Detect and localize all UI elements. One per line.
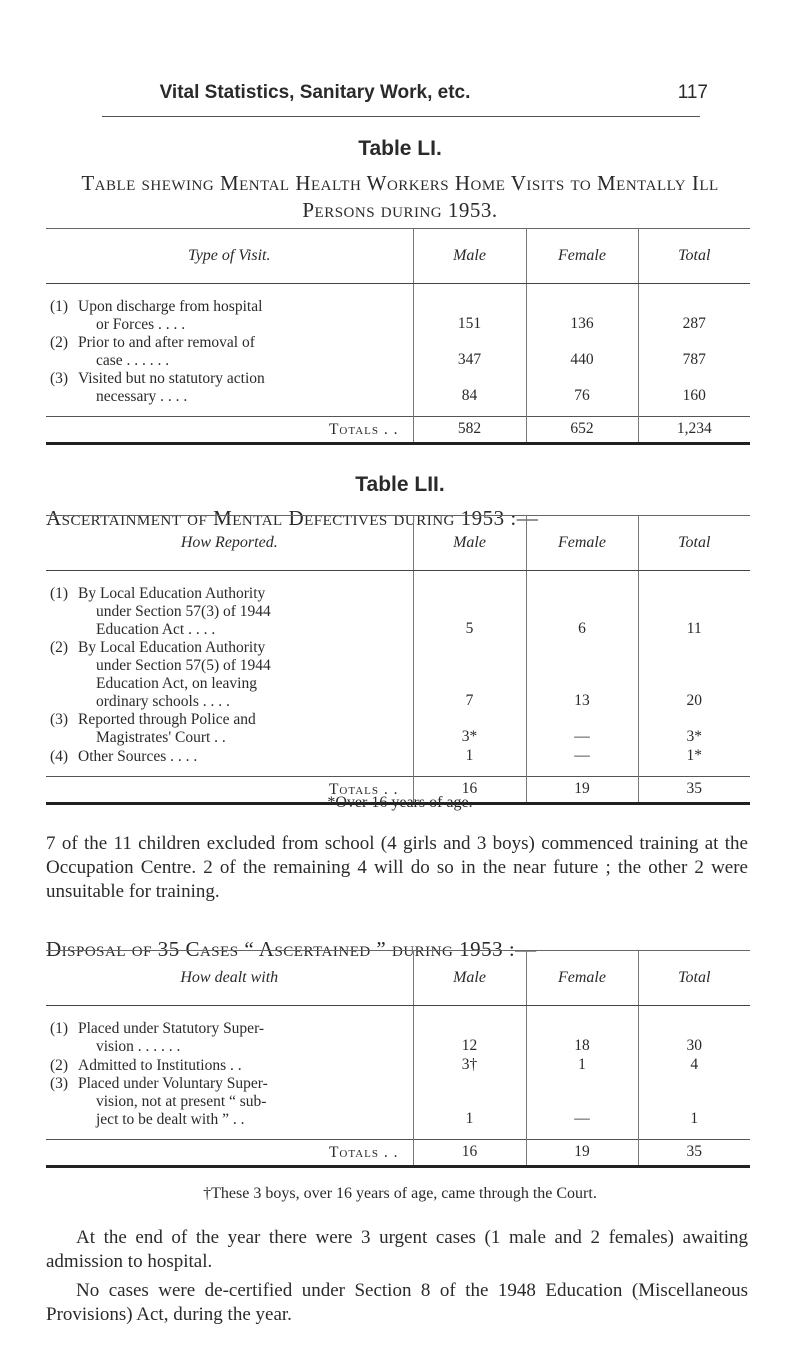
- table52-footnote: *Over 16 years of age.: [327, 794, 473, 811]
- table51-item-line: Visited but no statutory action: [78, 370, 265, 387]
- table53-item-text: [78, 1020, 413, 1056]
- table52-header-1: How Reported.: [46, 516, 413, 571]
- table51-header-row: [46, 229, 750, 284]
- table52: [46, 515, 750, 805]
- table52-row: [46, 711, 750, 747]
- table51-header-3: Female: [526, 229, 638, 284]
- table52-row: [46, 571, 750, 640]
- table52-spacer-cell: [638, 766, 750, 777]
- table51-totals-label: Totals . .: [46, 417, 413, 444]
- table53-header-4: Total: [638, 951, 750, 1006]
- table52-female-cell: —: [526, 747, 638, 766]
- table52-header-2: Male: [413, 516, 526, 571]
- table53-item-line: Placed under Statutory Super-: [78, 1020, 265, 1037]
- table53-item: [50, 1020, 413, 1056]
- table51-item: [50, 334, 413, 370]
- table53-item-number: (1): [50, 1020, 69, 1037]
- table51-spacer-cell: [46, 406, 413, 417]
- table53-row-label: [46, 1006, 413, 1057]
- table51-totals-total: 1,234: [638, 417, 750, 444]
- table53-totals-female: 19: [526, 1140, 638, 1167]
- table52-item: [50, 748, 413, 766]
- table53-spacer-cell: [638, 1129, 750, 1140]
- table52-item-text: [78, 748, 413, 766]
- table51-item-line: necessary . . . .: [96, 388, 188, 405]
- table52-row-label: [46, 747, 413, 766]
- table52-caption: Ascertainment of Mental Defectives during 1953 :—: [46, 506, 539, 530]
- table52-item-line: Magistrates' Court . .: [96, 729, 226, 746]
- table51-male-cell: 151: [413, 284, 526, 335]
- table51-item-line: Prior to and after removal of: [78, 334, 255, 351]
- running-head: [0, 82, 800, 102]
- table52-spacer-cell: [46, 766, 413, 777]
- table53-item-line: vision . . . . . .: [96, 1038, 181, 1055]
- table52-female-cell: —: [526, 711, 638, 747]
- table51-row: [46, 284, 750, 335]
- table51-item: [50, 370, 413, 406]
- table51-row-label: [46, 334, 413, 370]
- table52-spacer-row: [46, 766, 750, 777]
- table52-male-cell: 5: [413, 571, 526, 640]
- table51-item-line: or Forces . . . .: [96, 316, 186, 333]
- table53-footnote: †These 3 boys, over 16 years of age, came through the Court.: [203, 1185, 597, 1202]
- table52-item: [50, 585, 413, 639]
- table52-item-text: [78, 585, 413, 639]
- table53-spacer-cell: [46, 1129, 413, 1140]
- table52-item-text: [78, 711, 413, 747]
- table53-item-text: [78, 1057, 413, 1075]
- table53-female-cell: —: [526, 1075, 638, 1129]
- table51-item-line: case . . . . . .: [96, 352, 170, 369]
- table53-header-row: [46, 951, 750, 1006]
- table51-item: [50, 298, 413, 334]
- table51-header-2: Male: [413, 229, 526, 284]
- table52-male-cell: 1: [413, 747, 526, 766]
- table51-header-4: Total: [638, 229, 750, 284]
- table53-item-line: Placed under Voluntary Super-: [78, 1075, 268, 1092]
- table53-item-number: (3): [50, 1075, 69, 1092]
- table52-item-line: ordinary schools . . . .: [96, 693, 230, 710]
- table51-spacer-cell: [526, 406, 638, 417]
- table53-male-cell: 1: [413, 1075, 526, 1129]
- table51-female-cell: 440: [526, 334, 638, 370]
- table53-row-label: [46, 1056, 413, 1075]
- table51-row-label: [46, 370, 413, 406]
- table53-item-text: [78, 1075, 413, 1129]
- table52-header-3: Female: [526, 516, 638, 571]
- table51-spacer-cell: [413, 406, 526, 417]
- table52-male-cell: 7: [413, 639, 526, 711]
- table52-item: [50, 711, 413, 747]
- table53-item-line: vision, not at present “ sub-: [96, 1093, 267, 1110]
- table52-item-line: Education Act, on leaving: [96, 675, 257, 692]
- table53-item-line: Admitted to Institutions . .: [78, 1057, 242, 1074]
- table53-row: [46, 1006, 750, 1057]
- table51-male-cell: 84: [413, 370, 526, 406]
- table51-total-cell: 787: [682, 351, 706, 368]
- table52-item-text: [78, 639, 413, 711]
- table53-item-line: ject to be dealt with ” . .: [96, 1111, 245, 1128]
- table51-spacer-row: [46, 406, 750, 417]
- table52-item-line: under Section 57(5) of 1944: [96, 657, 271, 674]
- table53-totals-label: Totals . .: [46, 1140, 413, 1167]
- table51-total-cell: 287: [682, 315, 706, 332]
- table52-item-line: Reported through Police and: [78, 711, 256, 728]
- table53: [46, 950, 750, 1168]
- table52-header-4: Total: [638, 516, 750, 571]
- table52-totals-total: 35: [638, 777, 750, 804]
- table52-spacer-cell: [413, 766, 526, 777]
- table53-caption: Disposal of 35 Cases “ Ascertained ” during 1953 :—: [46, 937, 537, 961]
- table53-female-cell: 1: [526, 1056, 638, 1075]
- table51-item-text: [78, 334, 413, 370]
- table52-item-line: By Local Education Authority: [78, 639, 266, 656]
- table52-row-label: [46, 571, 413, 640]
- table51-item-text: [78, 370, 413, 406]
- table53-male-cell: 3†: [413, 1056, 526, 1075]
- table52-row: [46, 639, 750, 711]
- table51-row: [46, 334, 750, 370]
- table53-header-1: How dealt with: [46, 951, 413, 1006]
- table53-female-cell: 18: [526, 1006, 638, 1057]
- table53-item: [50, 1075, 413, 1129]
- table52-totals-label: Totals . .: [46, 777, 413, 804]
- table51-male-cell: 347: [413, 334, 526, 370]
- table51-totals-row: [46, 417, 750, 444]
- table52-item: [50, 639, 413, 711]
- table53-item-number: (2): [50, 1057, 69, 1074]
- table53-totals-total: 35: [638, 1140, 750, 1167]
- table52-item-line: under Section 57(3) of 1944: [96, 603, 271, 620]
- table51: [46, 228, 750, 445]
- table52-total-cell: 11: [686, 620, 702, 637]
- table52-totals-female: 19: [526, 777, 638, 804]
- table53-total-cell: 30: [686, 1037, 702, 1054]
- table53-item: [50, 1057, 413, 1075]
- table51-label: Table LI.: [358, 137, 442, 160]
- table52-header-row: [46, 516, 750, 571]
- table52-item-number: (1): [50, 585, 69, 602]
- table51-totals-female: 652: [526, 417, 638, 444]
- table52-totals-male: 16: [413, 777, 526, 804]
- table51-row: [46, 370, 750, 406]
- table52-item-line: Education Act . . . .: [96, 621, 216, 638]
- table53-row: [46, 1075, 750, 1129]
- table51-header-1: Type of Visit.: [46, 229, 413, 284]
- table52-label: Table LII.: [355, 473, 445, 496]
- table52-male-cell: 3*: [413, 711, 526, 747]
- table53-total-cell: 4: [690, 1056, 699, 1073]
- table53-row: [46, 1056, 750, 1075]
- table53-spacer-row: [46, 1129, 750, 1140]
- table52-item-number: (2): [50, 639, 69, 656]
- table53-totals-row: [46, 1140, 750, 1167]
- table52-female-cell: 13: [526, 639, 638, 711]
- table51-female-cell: 76: [526, 370, 638, 406]
- table52-spacer-cell: [526, 766, 638, 777]
- table52-total-cell: 1*: [686, 747, 702, 764]
- header-rule: [102, 116, 700, 117]
- table51-spacer-cell: [638, 406, 750, 417]
- paragraph-3: No cases were de-certified under Section 8 of the 1948 Education (Miscellaneous Provisions) Act, during the year.: [46, 1280, 748, 1325]
- table53-spacer-cell: [526, 1129, 638, 1140]
- table52-row: [46, 747, 750, 766]
- table51-item-text: [78, 298, 413, 334]
- table51-item-number: (2): [50, 334, 69, 351]
- paragraph-2: At the end of the year there were 3 urgent cases (1 male and 2 females) awaiting admission to hospital.: [46, 1227, 748, 1272]
- page-number: 117: [677, 82, 708, 103]
- table52-total-cell: 20: [686, 692, 702, 709]
- table53-total-cell: 1: [690, 1110, 699, 1127]
- table52-female-cell: 6: [526, 571, 638, 640]
- table53-header-2: Male: [413, 951, 526, 1006]
- table51-female-cell: 136: [526, 284, 638, 335]
- table52-item-line: By Local Education Authority: [78, 585, 266, 602]
- table53-header-3: Female: [526, 951, 638, 1006]
- table52-item-number: (3): [50, 711, 69, 728]
- table53-male-cell: 12: [413, 1006, 526, 1057]
- table51-item-line: Upon discharge from hospital: [78, 298, 263, 315]
- table53-spacer-cell: [413, 1129, 526, 1140]
- table52-total-cell: 3*: [686, 728, 702, 745]
- paragraph-1: 7 of the 11 children excluded from school (4 girls and 3 boys) commenced training at the Occupation Centre. 2 of the remaining 4 will do so in the near future ; the other 2 were unsuitable for training.: [46, 833, 748, 902]
- table52-row-label: [46, 639, 413, 711]
- table51-caption: Table shewing Mental Health Workers Home Visits to Mentally Ill Persons during 1953.: [81, 171, 719, 222]
- table51-row-label: [46, 284, 413, 335]
- table53-totals-male: 16: [413, 1140, 526, 1167]
- table52-row-label: [46, 711, 413, 747]
- table51-item-number: (1): [50, 298, 69, 315]
- table53-row-label: [46, 1075, 413, 1129]
- table52-item-line: Other Sources . . . .: [78, 748, 198, 765]
- table52-item-number: (4): [50, 748, 69, 765]
- table51-total-cell: 160: [682, 387, 706, 404]
- table51-item-number: (3): [50, 370, 69, 387]
- table51-totals-male: 582: [413, 417, 526, 444]
- running-head-title: Vital Statistics, Sanitary Work, etc.: [159, 82, 471, 103]
